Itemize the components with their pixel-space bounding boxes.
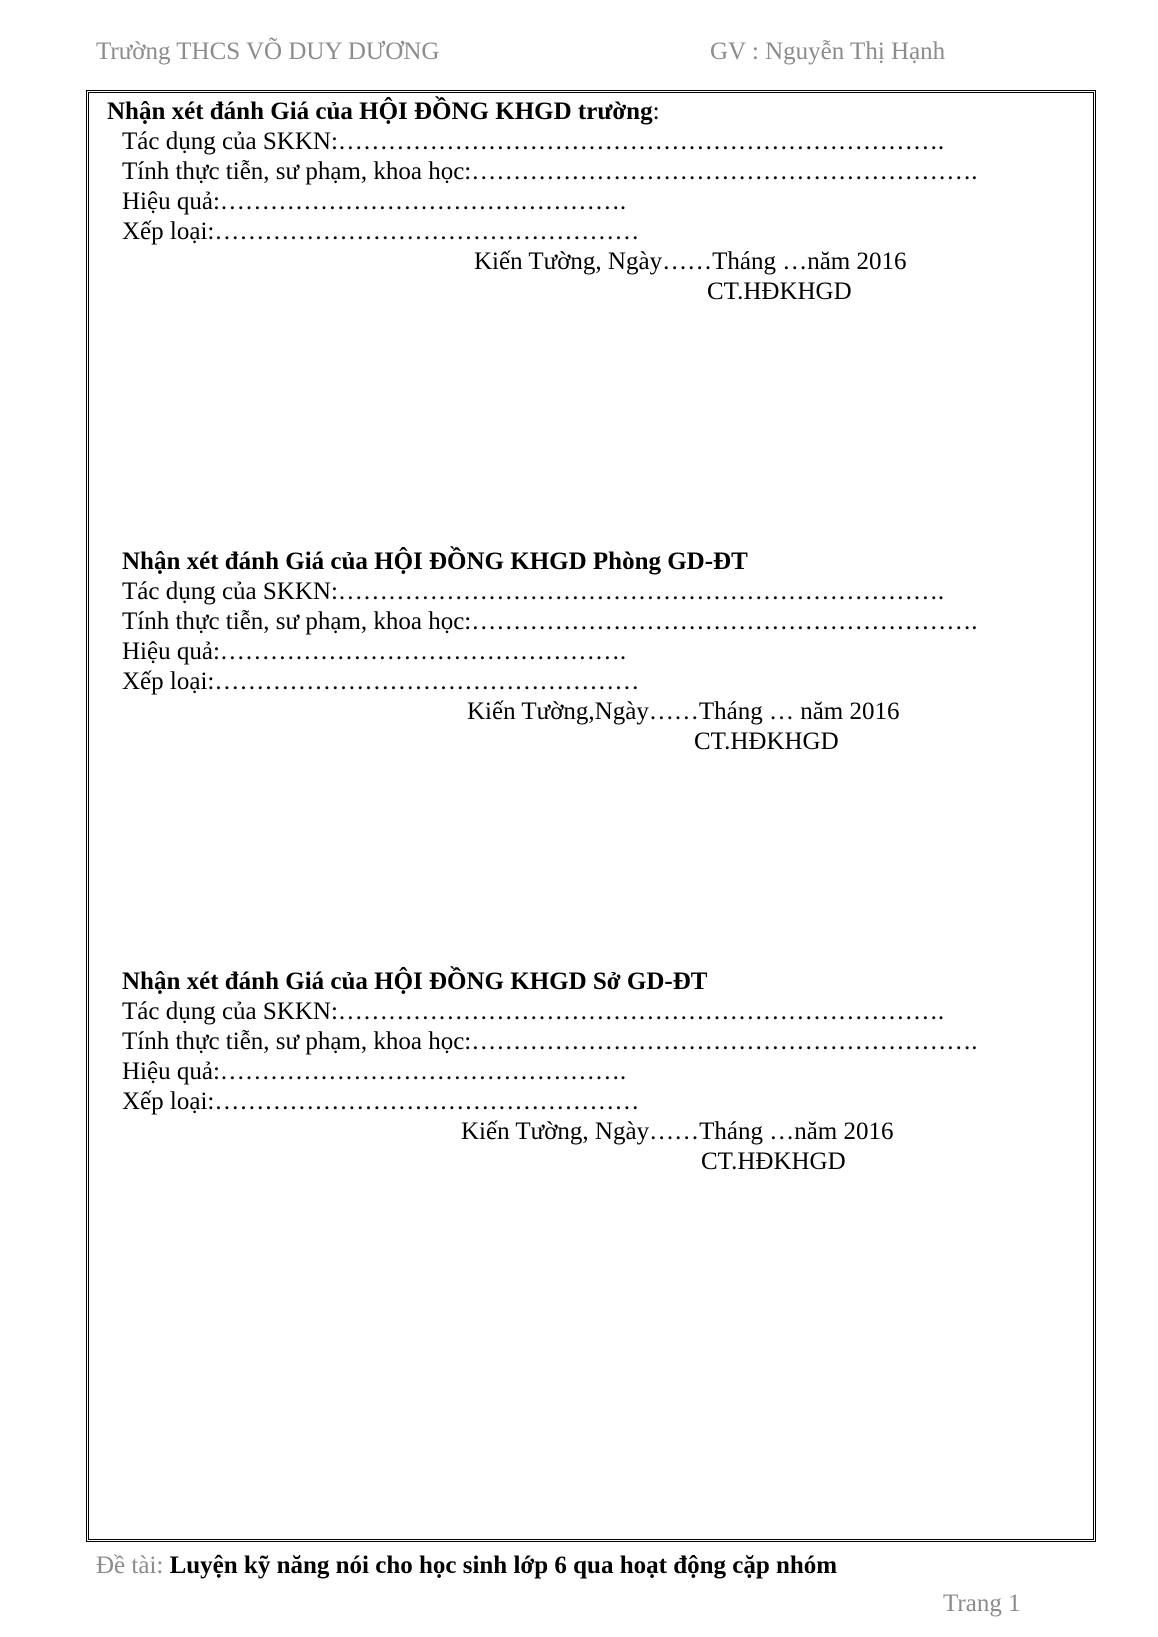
practicality-field: Tính thực tiễn, sư phạm, khoa học:……………………………………………………. [122, 608, 978, 635]
rating-field: Xếp loại:…………………………………………… [122, 668, 640, 695]
effect-field: Tác dụng của SKKN:………………………………………………………………. [122, 578, 945, 605]
date-line: Kiến Tường,Ngày……Tháng … năm 2016 [467, 698, 900, 725]
date-line: Kiến Tường, Ngày……Tháng …năm 2016 [474, 248, 907, 275]
section-title-text: Nhận xét đánh Giá của HỘI ĐỒNG KHGD trường [107, 98, 653, 125]
footer-label: Đề tài: [96, 1552, 164, 1579]
signer-title: CT.HĐKHGD [707, 278, 852, 305]
effect-field: Tác dụng của SKKN:………………………………………………………………. [122, 998, 945, 1025]
header-teacher: GV : Nguyễn Thị Hạnh [710, 38, 946, 65]
rating-field: Xếp loại:…………………………………………… [122, 1088, 640, 1115]
efficiency-field: Hiệu quả:…………………………………………. [122, 188, 627, 215]
rating-field: Xếp loại:…………………………………………… [122, 218, 640, 245]
signer-title: CT.HĐKHGD [694, 728, 839, 755]
practicality-field: Tính thực tiễn, sư phạm, khoa học:……………………………………………………. [122, 158, 978, 185]
footer-topic: Luyện kỹ năng nói cho học sinh lớp 6 qua hoạt động cặp nhóm [169, 1552, 838, 1579]
section-title: Nhận xét đánh Giá của HỘI ĐỒNG KHGD Phòng GD-ĐT [122, 548, 748, 575]
evaluation-frame [86, 90, 1096, 1542]
section-title [107, 97, 660, 127]
section-title-suffix: : [652, 98, 660, 125]
efficiency-field: Hiệu quả:…………………………………………. [122, 1058, 627, 1085]
efficiency-field: Hiệu quả:…………………………………………. [122, 638, 627, 665]
date-line: Kiến Tường, Ngày……Tháng …năm 2016 [461, 1118, 894, 1145]
header-school: Trường THCS VÕ DUY DƯƠNG [96, 38, 440, 65]
page-number: Trang 1 [943, 1590, 1021, 1617]
footer-topic-line [96, 1552, 837, 1580]
section-title: Nhận xét đánh Giá của HỘI ĐỒNG KHGD Sở GD-ĐT [122, 968, 708, 995]
signer-title: CT.HĐKHGD [701, 1148, 846, 1175]
effect-field: Tác dụng của SKKN:………………………………………………………………. [122, 128, 945, 155]
practicality-field: Tính thực tiễn, sư phạm, khoa học:……………………………………………………. [122, 1028, 978, 1055]
